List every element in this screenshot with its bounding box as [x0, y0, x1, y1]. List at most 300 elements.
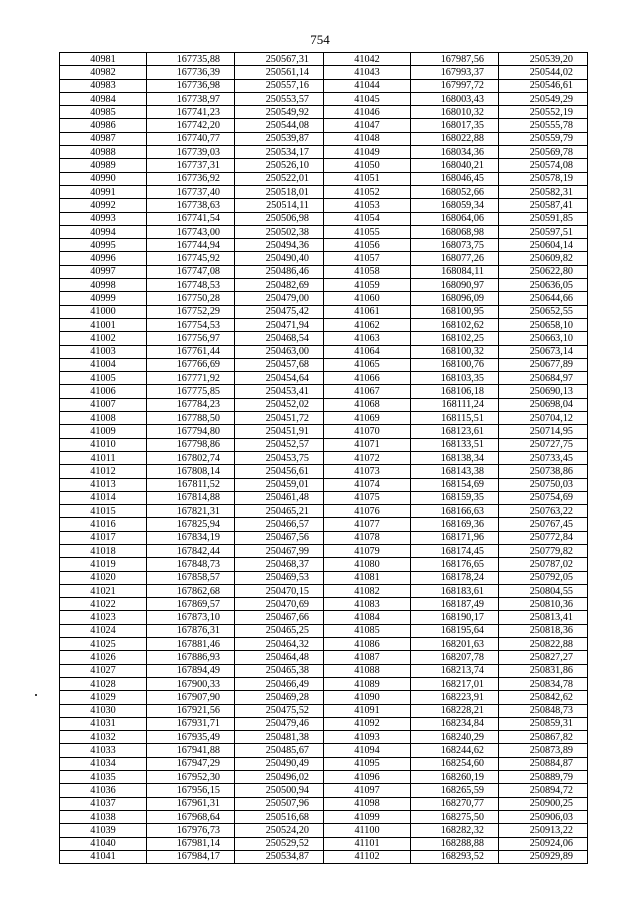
point-id-right-cell: 41097: [324, 784, 411, 797]
y-coordinate-left-cell: 250456,61: [235, 465, 324, 478]
x-coordinate-right-cell: 168275,50: [411, 810, 499, 823]
x-coordinate-left-cell: 167744,94: [147, 239, 235, 252]
point-id-left-cell: 41024: [60, 624, 147, 637]
x-coordinate-right-cell: 168073,75: [411, 239, 499, 252]
table-row: [60, 332, 588, 345]
y-coordinate-right-cell: 250559,79: [499, 132, 588, 145]
x-coordinate-right-cell: 168102,25: [411, 332, 499, 345]
point-id-left-cell: 41022: [60, 598, 147, 611]
point-id-right-cell: 41082: [324, 584, 411, 597]
table-row: [60, 318, 588, 331]
y-coordinate-right-cell: 250658,10: [499, 318, 588, 331]
y-coordinate-left-cell: 250549,92: [235, 106, 324, 119]
y-coordinate-right-cell: 250929,89: [499, 850, 588, 863]
x-coordinate-right-cell: 168064,06: [411, 212, 499, 225]
x-coordinate-left-cell: 167941,88: [147, 744, 235, 757]
point-id-right-cell: 41063: [324, 332, 411, 345]
y-coordinate-right-cell: 250884,87: [499, 757, 588, 770]
table-row: [60, 119, 588, 132]
table-row: [60, 491, 588, 504]
point-id-right-cell: 41072: [324, 451, 411, 464]
x-coordinate-left-cell: 167952,30: [147, 771, 235, 784]
point-id-left-cell: 41040: [60, 837, 147, 850]
point-id-right-cell: 41054: [324, 212, 411, 225]
point-id-right-cell: 41101: [324, 837, 411, 850]
y-coordinate-left-cell: 250452,57: [235, 438, 324, 451]
y-coordinate-right-cell: 250673,14: [499, 345, 588, 358]
y-coordinate-right-cell: 250539,20: [499, 53, 588, 66]
x-coordinate-left-cell: 167834,19: [147, 531, 235, 544]
y-coordinate-left-cell: 250482,69: [235, 279, 324, 292]
y-coordinate-left-cell: 250464,32: [235, 638, 324, 651]
y-coordinate-right-cell: 250787,02: [499, 558, 588, 571]
table-row: [60, 305, 588, 318]
point-id-left-cell: 41019: [60, 558, 147, 571]
y-coordinate-right-cell: 250644,66: [499, 292, 588, 305]
y-coordinate-right-cell: 250822,88: [499, 638, 588, 651]
y-coordinate-left-cell: 250464,48: [235, 651, 324, 664]
point-id-left-cell: 41018: [60, 544, 147, 557]
x-coordinate-left-cell: 167981,14: [147, 837, 235, 850]
x-coordinate-left-cell: 167814,88: [147, 491, 235, 504]
y-coordinate-right-cell: 250597,51: [499, 225, 588, 238]
x-coordinate-left-cell: 167736,98: [147, 79, 235, 92]
x-coordinate-left-cell: 167794,80: [147, 425, 235, 438]
y-coordinate-right-cell: 250578,19: [499, 172, 588, 185]
table-row: [60, 279, 588, 292]
point-id-left-cell: 40998: [60, 279, 147, 292]
table-row: [60, 225, 588, 238]
point-id-right-cell: 41081: [324, 571, 411, 584]
x-coordinate-left-cell: 167921,56: [147, 704, 235, 717]
point-id-left-cell: 41000: [60, 305, 147, 318]
x-coordinate-right-cell: 168240,29: [411, 731, 499, 744]
y-coordinate-left-cell: 250522,01: [235, 172, 324, 185]
x-coordinate-right-cell: 168183,61: [411, 584, 499, 597]
point-id-left-cell: 41007: [60, 398, 147, 411]
point-id-left-cell: 41025: [60, 638, 147, 651]
y-coordinate-left-cell: 250486,46: [235, 265, 324, 278]
point-id-left-cell: 41034: [60, 757, 147, 770]
point-id-left-cell: 40999: [60, 292, 147, 305]
point-id-right-cell: 41047: [324, 119, 411, 132]
y-coordinate-right-cell: 250698,04: [499, 398, 588, 411]
table-row: [60, 677, 588, 690]
x-coordinate-right-cell: 168213,74: [411, 664, 499, 677]
y-coordinate-right-cell: 250913,22: [499, 824, 588, 837]
x-coordinate-right-cell: 168174,45: [411, 544, 499, 557]
x-coordinate-right-cell: 168090,97: [411, 279, 499, 292]
x-coordinate-left-cell: 167745,92: [147, 252, 235, 265]
y-coordinate-right-cell: 250546,61: [499, 79, 588, 92]
x-coordinate-right-cell: 167993,37: [411, 66, 499, 79]
coordinates-table: [59, 52, 588, 864]
x-coordinate-left-cell: 167881,46: [147, 638, 235, 651]
x-coordinate-right-cell: 168040,21: [411, 159, 499, 172]
point-id-right-cell: 41067: [324, 385, 411, 398]
x-coordinate-left-cell: 167802,74: [147, 451, 235, 464]
y-coordinate-left-cell: 250468,37: [235, 558, 324, 571]
x-coordinate-right-cell: 168059,34: [411, 199, 499, 212]
y-coordinate-left-cell: 250490,40: [235, 252, 324, 265]
y-coordinate-left-cell: 250553,57: [235, 92, 324, 105]
y-coordinate-left-cell: 250479,46: [235, 717, 324, 730]
y-coordinate-left-cell: 250567,31: [235, 53, 324, 66]
x-coordinate-right-cell: 168003,43: [411, 92, 499, 105]
y-coordinate-right-cell: 250727,75: [499, 438, 588, 451]
x-coordinate-right-cell: 168207,78: [411, 651, 499, 664]
point-id-right-cell: 41100: [324, 824, 411, 837]
table-row: [60, 771, 588, 784]
y-coordinate-left-cell: 250481,38: [235, 731, 324, 744]
x-coordinate-right-cell: 167997,72: [411, 79, 499, 92]
point-id-right-cell: 41044: [324, 79, 411, 92]
x-coordinate-left-cell: 167737,40: [147, 185, 235, 198]
y-coordinate-left-cell: 250465,25: [235, 624, 324, 637]
point-id-right-cell: 41061: [324, 305, 411, 318]
x-coordinate-left-cell: 167738,63: [147, 199, 235, 212]
table-row: [60, 345, 588, 358]
point-id-left-cell: 41003: [60, 345, 147, 358]
y-coordinate-left-cell: 250461,48: [235, 491, 324, 504]
x-coordinate-left-cell: 167956,15: [147, 784, 235, 797]
x-coordinate-left-cell: 167741,23: [147, 106, 235, 119]
point-id-left-cell: 41017: [60, 531, 147, 544]
point-id-right-cell: 41084: [324, 611, 411, 624]
x-coordinate-right-cell: 168133,51: [411, 438, 499, 451]
x-coordinate-left-cell: 167784,23: [147, 398, 235, 411]
x-coordinate-left-cell: 167894,49: [147, 664, 235, 677]
y-coordinate-left-cell: 250544,08: [235, 119, 324, 132]
table-row: [60, 358, 588, 371]
table-row: [60, 451, 588, 464]
x-coordinate-left-cell: 167821,31: [147, 505, 235, 518]
point-id-right-cell: 41093: [324, 731, 411, 744]
table-row: [60, 199, 588, 212]
x-coordinate-left-cell: 167848,73: [147, 558, 235, 571]
point-id-left-cell: 41038: [60, 810, 147, 823]
y-coordinate-left-cell: 250451,72: [235, 412, 324, 425]
x-coordinate-right-cell: 168282,32: [411, 824, 499, 837]
point-id-left-cell: 41015: [60, 505, 147, 518]
y-coordinate-right-cell: 250859,31: [499, 717, 588, 730]
x-coordinate-right-cell: 168217,01: [411, 677, 499, 690]
point-id-left-cell: 41035: [60, 771, 147, 784]
x-coordinate-left-cell: 167869,57: [147, 598, 235, 611]
x-coordinate-left-cell: 167900,33: [147, 677, 235, 690]
y-coordinate-left-cell: 250557,16: [235, 79, 324, 92]
x-coordinate-left-cell: 167968,64: [147, 810, 235, 823]
y-coordinate-left-cell: 250457,68: [235, 358, 324, 371]
y-coordinate-left-cell: 250470,15: [235, 584, 324, 597]
y-coordinate-right-cell: 250867,82: [499, 731, 588, 744]
page-number: 754: [310, 32, 330, 47]
y-coordinate-right-cell: 250754,69: [499, 491, 588, 504]
x-coordinate-right-cell: 168017,35: [411, 119, 499, 132]
x-coordinate-left-cell: 167752,29: [147, 305, 235, 318]
point-id-left-cell: 41005: [60, 372, 147, 385]
y-coordinate-left-cell: 250485,67: [235, 744, 324, 757]
table-row: [60, 757, 588, 770]
point-id-right-cell: 41059: [324, 279, 411, 292]
x-coordinate-right-cell: 168260,19: [411, 771, 499, 784]
y-coordinate-left-cell: 250479,00: [235, 292, 324, 305]
x-coordinate-left-cell: 167825,94: [147, 518, 235, 531]
x-coordinate-right-cell: 168115,51: [411, 412, 499, 425]
table-row: [60, 784, 588, 797]
point-id-left-cell: 41004: [60, 358, 147, 371]
x-coordinate-right-cell: 168103,35: [411, 372, 499, 385]
x-coordinate-left-cell: 167741,54: [147, 212, 235, 225]
x-coordinate-right-cell: 168176,65: [411, 558, 499, 571]
table-row: [60, 810, 588, 823]
table-row: [60, 664, 588, 677]
y-coordinate-right-cell: 250636,05: [499, 279, 588, 292]
point-id-left-cell: 41032: [60, 731, 147, 744]
x-coordinate-left-cell: 167931,71: [147, 717, 235, 730]
y-coordinate-right-cell: 250906,03: [499, 810, 588, 823]
table-row: [60, 185, 588, 198]
point-id-left-cell: 41041: [60, 850, 147, 863]
point-id-right-cell: 41052: [324, 185, 411, 198]
point-id-right-cell: 41073: [324, 465, 411, 478]
table-row: [60, 505, 588, 518]
x-coordinate-right-cell: 168106,18: [411, 385, 499, 398]
x-coordinate-left-cell: 167775,85: [147, 385, 235, 398]
y-coordinate-left-cell: 250561,14: [235, 66, 324, 79]
y-coordinate-left-cell: 250463,00: [235, 345, 324, 358]
point-id-left-cell: 40982: [60, 66, 147, 79]
point-id-left-cell: 40991: [60, 185, 147, 198]
table-row: [60, 704, 588, 717]
point-id-left-cell: 41010: [60, 438, 147, 451]
y-coordinate-left-cell: 250467,66: [235, 611, 324, 624]
x-coordinate-left-cell: 167798,86: [147, 438, 235, 451]
x-coordinate-left-cell: 167984,17: [147, 850, 235, 863]
x-coordinate-right-cell: 168178,24: [411, 571, 499, 584]
point-id-left-cell: 40995: [60, 239, 147, 252]
x-coordinate-left-cell: 167736,39: [147, 66, 235, 79]
x-coordinate-right-cell: 168010,32: [411, 106, 499, 119]
point-id-left-cell: 40981: [60, 53, 147, 66]
table-row: [60, 53, 588, 66]
y-coordinate-right-cell: 250889,79: [499, 771, 588, 784]
point-id-left-cell: 41021: [60, 584, 147, 597]
y-coordinate-left-cell: 250502,38: [235, 225, 324, 238]
point-id-right-cell: 41064: [324, 345, 411, 358]
y-coordinate-right-cell: 250652,55: [499, 305, 588, 318]
table-row: [60, 172, 588, 185]
point-id-right-cell: 41074: [324, 478, 411, 491]
y-coordinate-right-cell: 250714,95: [499, 425, 588, 438]
x-coordinate-left-cell: 167738,97: [147, 92, 235, 105]
y-coordinate-left-cell: 250453,41: [235, 385, 324, 398]
x-coordinate-right-cell: 168022,88: [411, 132, 499, 145]
x-coordinate-right-cell: 168171,96: [411, 531, 499, 544]
point-id-left-cell: 40983: [60, 79, 147, 92]
point-id-right-cell: 41056: [324, 239, 411, 252]
y-coordinate-left-cell: 250453,75: [235, 451, 324, 464]
x-coordinate-left-cell: 167876,31: [147, 624, 235, 637]
point-id-right-cell: 41085: [324, 624, 411, 637]
x-coordinate-left-cell: 167739,03: [147, 146, 235, 159]
x-coordinate-right-cell: 168190,17: [411, 611, 499, 624]
x-coordinate-right-cell: 168166,63: [411, 505, 499, 518]
point-id-left-cell: 41014: [60, 491, 147, 504]
point-id-right-cell: 41058: [324, 265, 411, 278]
x-coordinate-left-cell: 167858,57: [147, 571, 235, 584]
table-row: [60, 465, 588, 478]
y-coordinate-left-cell: 250514,11: [235, 199, 324, 212]
x-coordinate-left-cell: 167771,92: [147, 372, 235, 385]
point-id-left-cell: 41009: [60, 425, 147, 438]
point-id-left-cell: 40994: [60, 225, 147, 238]
stray-dot-mark: [35, 694, 37, 696]
y-coordinate-left-cell: 250465,21: [235, 505, 324, 518]
point-id-left-cell: 40986: [60, 119, 147, 132]
y-coordinate-left-cell: 250516,68: [235, 810, 324, 823]
table-row: [60, 412, 588, 425]
x-coordinate-right-cell: 168052,66: [411, 185, 499, 198]
y-coordinate-right-cell: 250684,97: [499, 372, 588, 385]
y-coordinate-right-cell: 250792,05: [499, 571, 588, 584]
x-coordinate-right-cell: 168138,34: [411, 451, 499, 464]
x-coordinate-right-cell: 168096,09: [411, 292, 499, 305]
x-coordinate-left-cell: 167742,20: [147, 119, 235, 132]
table-row: [60, 438, 588, 451]
coordinates-table-body: [60, 53, 588, 864]
x-coordinate-left-cell: 167756,97: [147, 332, 235, 345]
y-coordinate-left-cell: 250466,57: [235, 518, 324, 531]
y-coordinate-right-cell: 250831,86: [499, 664, 588, 677]
table-row: [60, 398, 588, 411]
table-row: [60, 92, 588, 105]
y-coordinate-right-cell: 250704,12: [499, 412, 588, 425]
x-coordinate-left-cell: 167747,08: [147, 265, 235, 278]
table-row: [60, 797, 588, 810]
table-row: [60, 425, 588, 438]
x-coordinate-left-cell: 167842,44: [147, 544, 235, 557]
point-id-right-cell: 41096: [324, 771, 411, 784]
y-coordinate-left-cell: 250490,49: [235, 757, 324, 770]
point-id-right-cell: 41043: [324, 66, 411, 79]
y-coordinate-right-cell: 250842,62: [499, 691, 588, 704]
x-coordinate-left-cell: 167976,73: [147, 824, 235, 837]
y-coordinate-left-cell: 250507,96: [235, 797, 324, 810]
x-coordinate-right-cell: 168293,52: [411, 850, 499, 863]
y-coordinate-left-cell: 250465,38: [235, 664, 324, 677]
x-coordinate-right-cell: 168244,62: [411, 744, 499, 757]
y-coordinate-left-cell: 250529,52: [235, 837, 324, 850]
y-coordinate-left-cell: 250526,10: [235, 159, 324, 172]
x-coordinate-right-cell: 168100,32: [411, 345, 499, 358]
point-id-left-cell: 41037: [60, 797, 147, 810]
y-coordinate-left-cell: 250468,54: [235, 332, 324, 345]
point-id-left-cell: 41026: [60, 651, 147, 664]
table-row: [60, 638, 588, 651]
point-id-right-cell: 41051: [324, 172, 411, 185]
y-coordinate-left-cell: 250467,56: [235, 531, 324, 544]
point-id-left-cell: 41023: [60, 611, 147, 624]
point-id-right-cell: 41092: [324, 717, 411, 730]
y-coordinate-left-cell: 250475,42: [235, 305, 324, 318]
y-coordinate-right-cell: 250733,45: [499, 451, 588, 464]
y-coordinate-left-cell: 250534,87: [235, 850, 324, 863]
y-coordinate-right-cell: 250591,85: [499, 212, 588, 225]
x-coordinate-right-cell: 168034,36: [411, 146, 499, 159]
point-id-right-cell: 41062: [324, 318, 411, 331]
x-coordinate-left-cell: 167766,69: [147, 358, 235, 371]
y-coordinate-right-cell: 250555,78: [499, 119, 588, 132]
table-row: [60, 292, 588, 305]
point-id-left-cell: 40987: [60, 132, 147, 145]
x-coordinate-left-cell: 167740,77: [147, 132, 235, 145]
x-coordinate-left-cell: 167811,52: [147, 478, 235, 491]
point-id-right-cell: 41090: [324, 691, 411, 704]
point-id-right-cell: 41048: [324, 132, 411, 145]
point-id-right-cell: 41087: [324, 651, 411, 664]
y-coordinate-right-cell: 250663,10: [499, 332, 588, 345]
table-row: [60, 651, 588, 664]
x-coordinate-left-cell: 167735,88: [147, 53, 235, 66]
point-id-left-cell: 41006: [60, 385, 147, 398]
point-id-left-cell: 41031: [60, 717, 147, 730]
x-coordinate-right-cell: 168201,63: [411, 638, 499, 651]
point-id-right-cell: 41050: [324, 159, 411, 172]
y-coordinate-right-cell: 250582,31: [499, 185, 588, 198]
point-id-right-cell: 41083: [324, 598, 411, 611]
point-id-right-cell: 41098: [324, 797, 411, 810]
x-coordinate-right-cell: 168154,69: [411, 478, 499, 491]
y-coordinate-left-cell: 250454,64: [235, 372, 324, 385]
x-coordinate-right-cell: 168046,45: [411, 172, 499, 185]
point-id-right-cell: 41080: [324, 558, 411, 571]
y-coordinate-left-cell: 250506,98: [235, 212, 324, 225]
point-id-right-cell: 41046: [324, 106, 411, 119]
y-coordinate-right-cell: 250767,45: [499, 518, 588, 531]
y-coordinate-left-cell: 250467,99: [235, 544, 324, 557]
point-id-left-cell: 40996: [60, 252, 147, 265]
point-id-right-cell: 41049: [324, 146, 411, 159]
point-id-left-cell: 40992: [60, 199, 147, 212]
point-id-right-cell: 41076: [324, 505, 411, 518]
x-coordinate-right-cell: 168077,26: [411, 252, 499, 265]
y-coordinate-right-cell: 250779,82: [499, 544, 588, 557]
y-coordinate-right-cell: 250894,72: [499, 784, 588, 797]
y-coordinate-right-cell: 250763,22: [499, 505, 588, 518]
point-id-right-cell: 41060: [324, 292, 411, 305]
point-id-left-cell: 41020: [60, 571, 147, 584]
point-id-right-cell: 41068: [324, 398, 411, 411]
x-coordinate-left-cell: 167935,49: [147, 731, 235, 744]
point-id-left-cell: 41002: [60, 332, 147, 345]
y-coordinate-right-cell: 250804,55: [499, 584, 588, 597]
y-coordinate-right-cell: 250549,29: [499, 92, 588, 105]
table-row: [60, 252, 588, 265]
y-coordinate-left-cell: 250494,36: [235, 239, 324, 252]
x-coordinate-left-cell: 167743,00: [147, 225, 235, 238]
point-id-left-cell: 41016: [60, 518, 147, 531]
y-coordinate-right-cell: 250574,08: [499, 159, 588, 172]
table-row: [60, 132, 588, 145]
table-row: [60, 159, 588, 172]
y-coordinate-left-cell: 250471,94: [235, 318, 324, 331]
point-id-right-cell: 41099: [324, 810, 411, 823]
table-row: [60, 624, 588, 637]
table-row: [60, 372, 588, 385]
y-coordinate-right-cell: 250827,27: [499, 651, 588, 664]
y-coordinate-right-cell: 250677,89: [499, 358, 588, 371]
